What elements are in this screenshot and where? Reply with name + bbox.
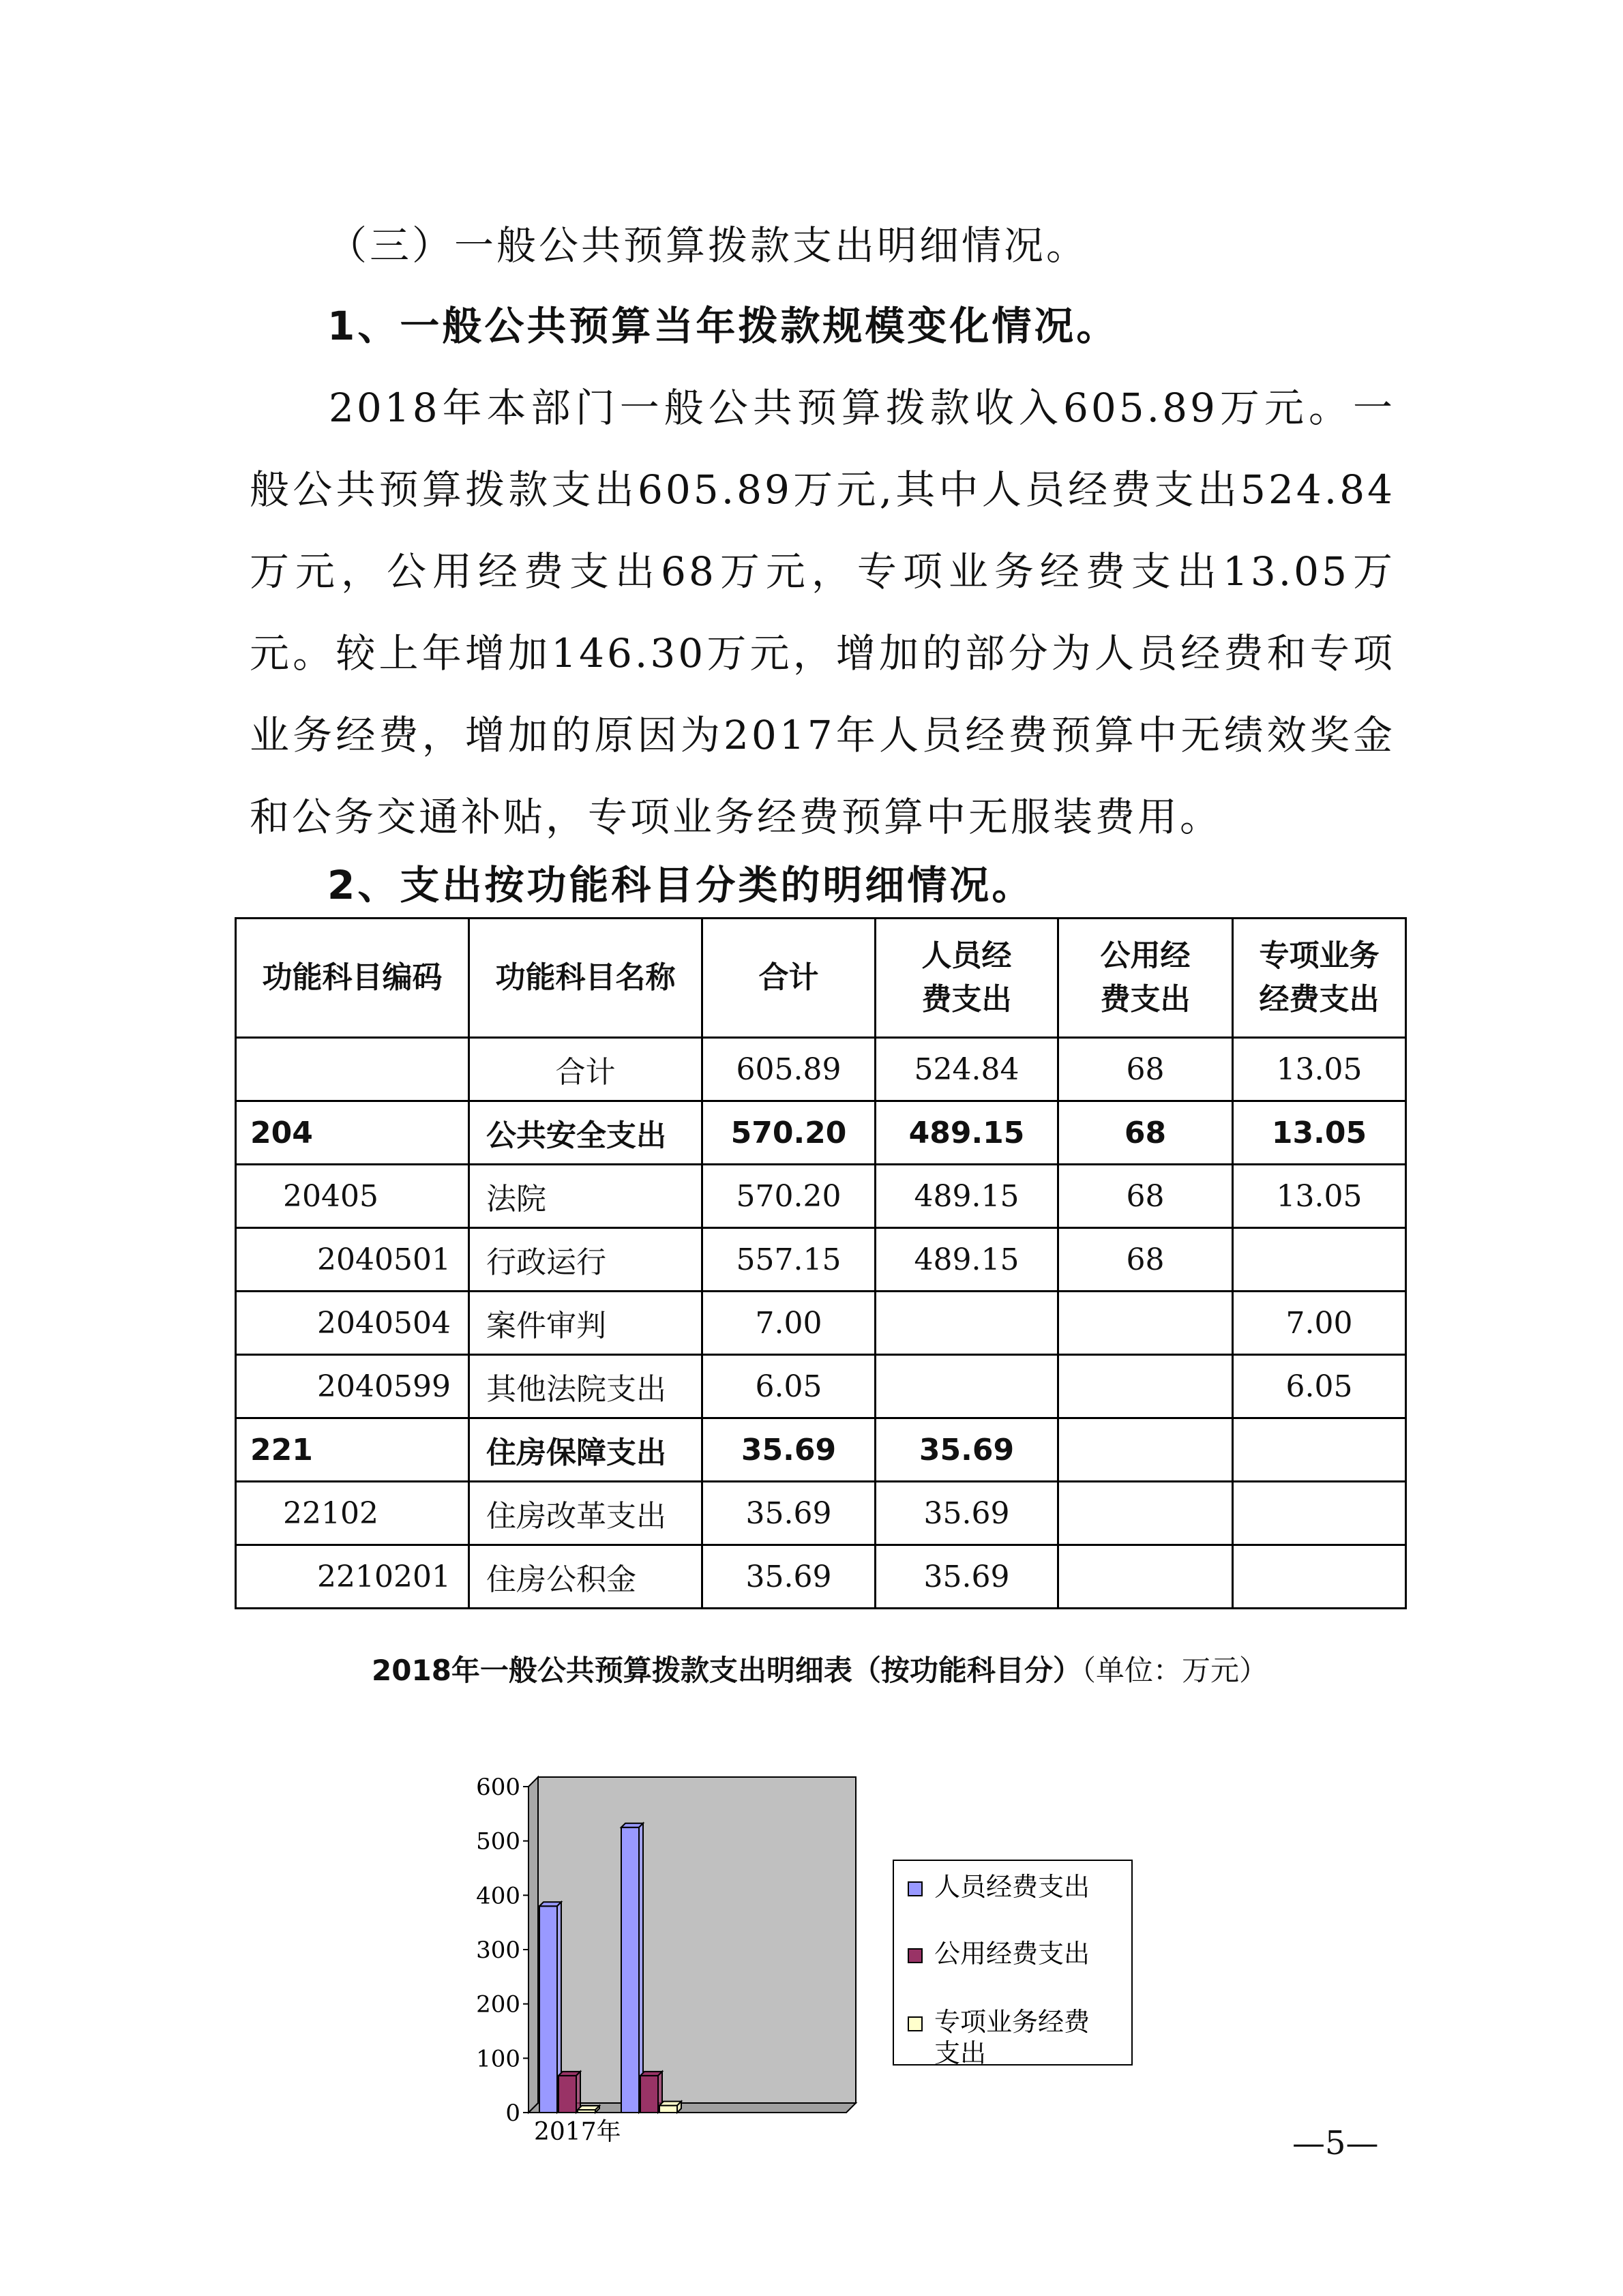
cell-public: 68	[1058, 1101, 1233, 1165]
cell-personnel	[876, 1292, 1058, 1355]
cell-total: 570.20	[702, 1101, 876, 1165]
cell-code: 204	[236, 1101, 469, 1165]
header-public: 公用经费支出	[1058, 919, 1233, 1038]
cell-public	[1058, 1482, 1233, 1545]
table-row	[236, 1101, 1406, 1165]
cell-code: 2040599	[236, 1355, 469, 1418]
cell-total: 7.00	[702, 1292, 876, 1355]
cell-public	[1058, 1292, 1233, 1355]
cell-personnel: 489.15	[876, 1101, 1058, 1165]
cell-personnel: 35.69	[876, 1418, 1058, 1482]
cell-public	[1058, 1545, 1233, 1609]
plot-side-wall	[528, 1777, 538, 2113]
cell-total: 35.69	[702, 1418, 876, 1482]
cell-special	[1233, 1482, 1406, 1545]
cell-total: 605.89	[702, 1038, 876, 1101]
chart-svg	[464, 1773, 1159, 2155]
body-paragraph-text: 2018年本部门一般公共预算拨款收入605.89万元。一般公共预算拨款支出605.89万元,其中人员经费支出524.84万元，公用经费支出68万元，专项业务经费支出13.05万元。较上年增加146.30万元，增加的部分为人员经费和专项业务经费，增加的原因为2017年人员经费预算中无绩效奖金和公务交通补贴，专项业务经费预算中无服装费用。	[250, 385, 1395, 840]
header-name: 功能科目名称	[469, 919, 702, 1038]
cell-name: 行政运行	[469, 1228, 702, 1292]
sub-heading-functional-detail: 2、支出按功能科目分类的明细情况。	[327, 862, 1034, 908]
cell-total: 35.69	[702, 1545, 876, 1609]
table-row	[236, 1228, 1406, 1292]
table-caption	[235, 1650, 1405, 1691]
legend-swatch	[908, 2017, 922, 2031]
table-row	[236, 1482, 1406, 1545]
table-row	[236, 1038, 1406, 1101]
cell-personnel: 489.15	[876, 1165, 1058, 1228]
bar	[640, 2076, 658, 2113]
cell-total: 35.69	[702, 1482, 876, 1545]
cell-personnel: 35.69	[876, 1545, 1058, 1609]
header-total: 合计	[702, 919, 876, 1038]
cell-special: 7.00	[1233, 1292, 1406, 1355]
legend-label-cont: 支出	[934, 2038, 987, 2068]
legend-label: 人员经费支出	[934, 1872, 1090, 1902]
cell-name: 其他法院支出	[469, 1355, 702, 1418]
table-row	[236, 1292, 1406, 1355]
y-tick-label: 400	[476, 1882, 520, 1910]
cell-public	[1058, 1418, 1233, 1482]
bar	[621, 1828, 639, 2113]
table-header-row	[236, 919, 1406, 1038]
cell-personnel: 35.69	[876, 1482, 1058, 1545]
bar	[559, 2076, 576, 2113]
cell-total: 570.20	[702, 1165, 876, 1228]
caption-unit: （单位：万元）	[1081, 1654, 1268, 1687]
y-tick-label: 500	[476, 1828, 520, 1855]
cell-special	[1233, 1545, 1406, 1609]
budget-detail-table	[235, 917, 1407, 1609]
bar-side	[639, 1823, 643, 2113]
expense-bar-chart	[464, 1773, 1159, 2155]
cell-personnel: 524.84	[876, 1038, 1058, 1101]
table-row	[236, 1165, 1406, 1228]
header-personnel: 人员经费支出	[876, 919, 1058, 1038]
cell-name: 案件审判	[469, 1292, 702, 1355]
y-tick-label: 600	[476, 1774, 520, 1801]
y-tick-label: 100	[476, 2045, 520, 2073]
cell-name: 住房改革支出	[469, 1482, 702, 1545]
table-row	[236, 1355, 1406, 1418]
cell-name: 法院	[469, 1165, 702, 1228]
y-tick-label: 300	[476, 1937, 520, 1964]
legend-label: 公用经费支出	[934, 1939, 1090, 1969]
bar	[659, 2106, 677, 2113]
cell-special: 13.05	[1233, 1165, 1406, 1228]
bar	[539, 1906, 557, 2113]
page-number: —5—	[1292, 2124, 1379, 2162]
section-heading: （三）一般公共预算拨款支出明细情况。	[327, 222, 1089, 269]
cell-code: 221	[236, 1418, 469, 1482]
table-row	[236, 1418, 1406, 1482]
cell-name: 公共安全支出	[469, 1101, 702, 1165]
cell-total: 557.15	[702, 1228, 876, 1292]
cell-public	[1058, 1355, 1233, 1418]
cell-code: 2040501	[236, 1228, 469, 1292]
cell-code	[236, 1038, 469, 1101]
table-row	[236, 1545, 1406, 1609]
cell-special: 13.05	[1233, 1101, 1406, 1165]
cell-code: 22102	[236, 1482, 469, 1545]
cell-special	[1233, 1228, 1406, 1292]
legend-swatch	[908, 1882, 922, 1896]
cell-code: 2040504	[236, 1292, 469, 1355]
sub-heading-budget-scale: 1、一般公共预算当年拨款规模变化情况。	[327, 303, 1119, 349]
header-special: 专项业务经费支出	[1233, 919, 1406, 1038]
cell-public: 68	[1058, 1038, 1233, 1101]
cell-public: 68	[1058, 1165, 1233, 1228]
y-tick-label: 0	[505, 2100, 520, 2127]
cell-special: 13.05	[1233, 1038, 1406, 1101]
cell-name: 住房公积金	[469, 1545, 702, 1609]
cell-name: 住房保障支出	[469, 1418, 702, 1482]
body-paragraph	[250, 367, 1395, 858]
header-code: 功能科目编码	[236, 919, 469, 1038]
cell-special: 6.05	[1233, 1355, 1406, 1418]
cell-name: 合计	[469, 1038, 702, 1101]
cell-personnel: 489.15	[876, 1228, 1058, 1292]
cell-code: 20405	[236, 1165, 469, 1228]
cell-special	[1233, 1418, 1406, 1482]
cell-public: 68	[1058, 1228, 1233, 1292]
cell-code: 2210201	[236, 1545, 469, 1609]
x-tick-label: 2017年	[534, 2118, 621, 2146]
y-tick-label: 200	[476, 1991, 520, 2018]
bar-side	[576, 2072, 580, 2113]
caption-title: 2018年一般公共预算拨款支出明细表（按功能科目分）	[372, 1654, 1082, 1687]
plot-area	[538, 1777, 856, 2103]
legend-swatch	[908, 1949, 922, 1963]
legend-label: 专项业务经费	[934, 2007, 1090, 2037]
cell-personnel	[876, 1355, 1058, 1418]
cell-total: 6.05	[702, 1355, 876, 1418]
